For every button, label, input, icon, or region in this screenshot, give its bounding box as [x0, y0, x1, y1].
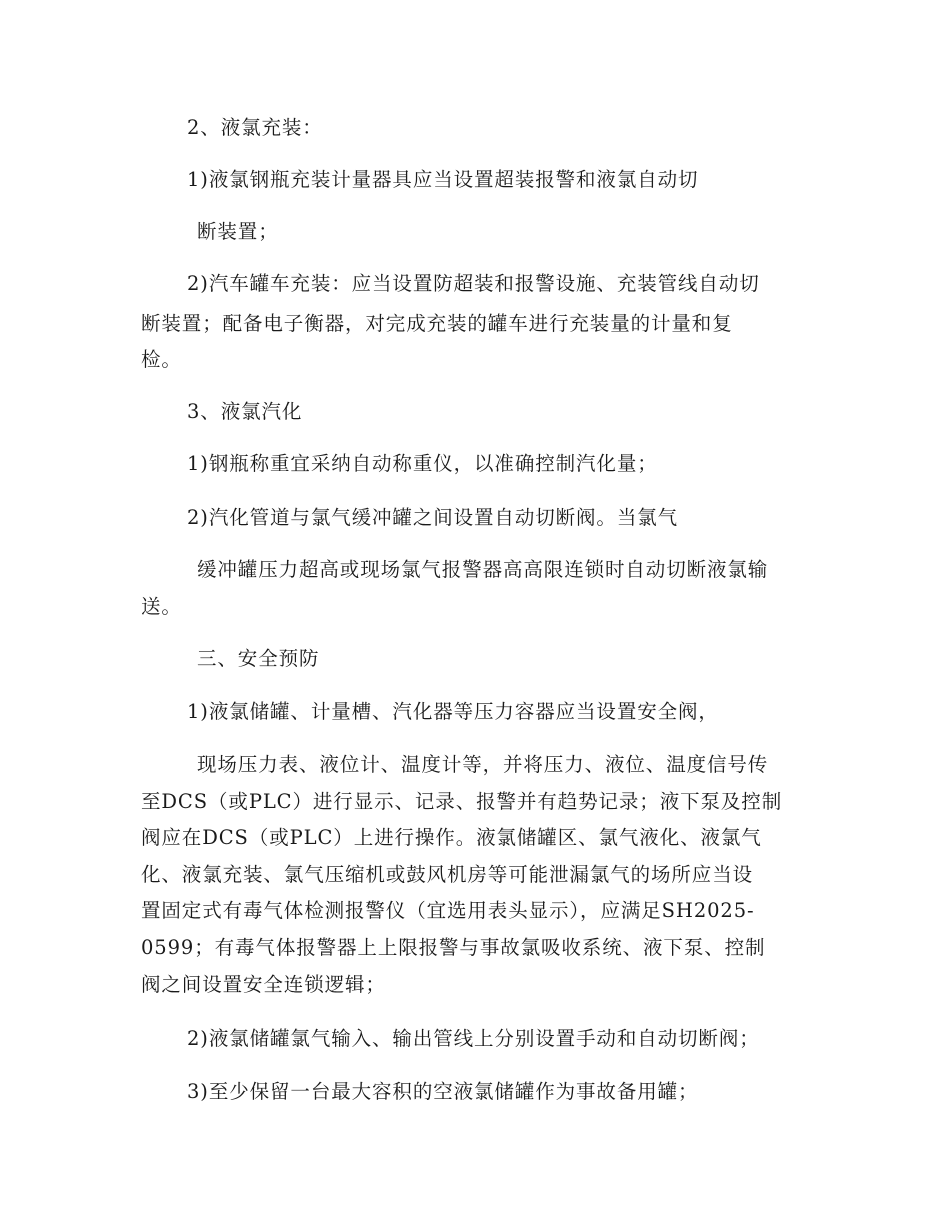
- paragraph-line: 1)钢瓶称重宜采纳自动称重仪，以准确控制汽化量；: [187, 452, 658, 475]
- paragraph-line: 阀应在DCS（或PLC）上进行操作。液氯储罐区、氯气液化、液氯气: [141, 826, 762, 849]
- section-heading-liquid-chlorine-vaporization: 3、液氯汽化: [187, 400, 303, 423]
- paragraph-line: 化、液氯充装、氯气压缩机或鼓风机房等可能泄漏氯气的场所应当设: [141, 863, 754, 886]
- paragraph-line: 2)汽化管道与氯气缓冲罐之间设置自动切断阀。当氯气: [187, 506, 679, 529]
- paragraph-line: 断装置；: [197, 220, 279, 243]
- paragraph-line: 2)液氯储罐氯气输入、输出管线上分别设置手动和自动切断阀；: [187, 1027, 760, 1050]
- paragraph-line: 1)液氯储罐、计量槽、汽化器等压力容器应当设置安全阀，: [187, 700, 719, 723]
- paragraph-line: 3)至少保留一台最大容积的空液氯储罐作为事故备用罐；: [187, 1080, 699, 1103]
- paragraph-line: 2)汽车罐车充装：应当设置防超装和报警设施、充装管线自动切: [187, 272, 760, 295]
- section-heading-safety-prevention: 三、安全预防: [197, 647, 320, 670]
- paragraph-line: 至DCS（或PLC）进行显示、记录、报警并有趋势记录；液下泵及控制: [141, 790, 783, 813]
- paragraph-line: 断装置；配备电子衡器，对完成充装的罐车进行充装量的计量和复: [141, 312, 733, 335]
- section-heading-liquid-chlorine-filling: 2、液氯充装：: [187, 116, 323, 139]
- paragraph-line: 缓冲罐压力超高或现场氯气报警器高高限连锁时自动切断液氯输: [197, 558, 769, 581]
- paragraph-line: 置固定式有毒气体检测报警仪（宜选用表头显示），应满足SH2025-: [141, 899, 755, 922]
- paragraph-line: 1)液氯钢瓶充装计量器具应当设置超装报警和液氯自动切: [187, 168, 699, 191]
- paragraph-line: 0599；有毒气体报警器上上限报警与事故氯吸收系统、液下泵、控制: [141, 936, 766, 959]
- paragraph-line: 现场压力表、液位计、温度计等，并将压力、液位、温度信号传: [197, 753, 769, 776]
- paragraph-line: 阀之间设置安全连锁逻辑；: [141, 973, 386, 996]
- paragraph-line: 检。: [141, 348, 182, 371]
- paragraph-line: 送。: [141, 595, 182, 618]
